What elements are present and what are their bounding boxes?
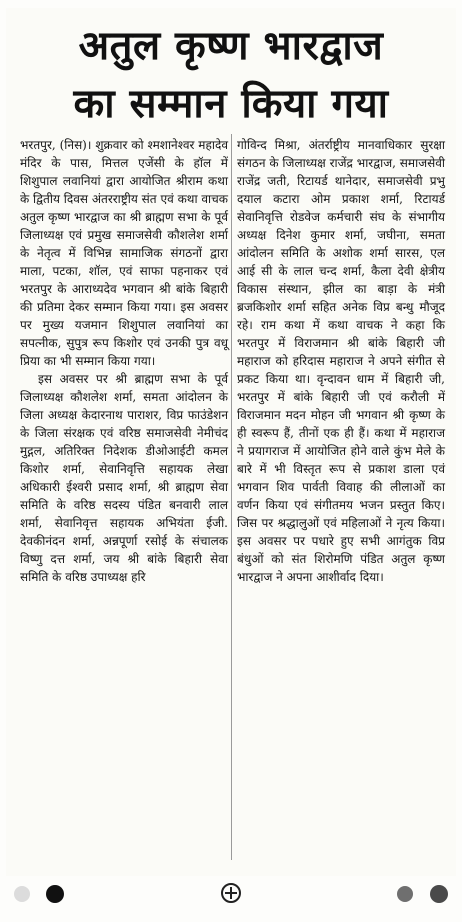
right-paragraph-1: गोविन्द मिश्रा, अंतर्राष्ट्रीय मानवाधिकार सुरक्षा संगठन के जिलाध्यक्ष राजेंद्र भारद्वाज, समाजसेवी राजेंद्र जती, रिटायर्ड थानेदार, समाजसेवी प्रभु दयाल कटारा ओम प्रकाश शर्मा, रिटायर्ड सेवानिवृत्ति रोडवेज कर्मचारी संघ के संभागीय अध्यक्ष दिनेश कुमार शर्मा, जघीना, समता आंदोलन समिति के अशोक शर्मा सारस, एल आई सी के लाल चन्द शर्मा, कैला देवी क्षेत्रीय विकास संस्थान, झील का बाड़ा के मंत्री ब्रजकिशोर शर्मा सहित अनेक विप्र बन्धु मौजूद रहे। राम कथा में कथा वाचक ने कहा कि भरतपुर में विराजमान श्री बांके बिहारी जी महाराज को हरिदास महाराज ने अपने संगीत से प्रकट किया था। वृन्दावन धाम में बिहारी जी, भरतपुर में बांके बिहारी जी एवं करौली में विराजमान मदन मोहन जी भगवान श्री कृष्ण के ही स्वरूप हैं, तीनों एक ही हैं। कथा में महाराज ने प्रयागराज में आयोजित होने वाले कुंभ मेले के बारे में भी विस्तृत रूप से प्रकाश डाला एवं भगवान शिव पार्वती विवाह की लीलाओं का वर्णन किया एवं संगीतमय भजन प्रस्तुत किए। जिस पर श्रद्धालुओं एवं महिलाओं ने नृत्य किया। इस अवसर पर पधारे हुए सभी आगंतुक विप्र बंधुओं को संत शिरोमणि पंडित अतुल कृष्ण भारद्वाज ने अपना आशीर्वाद दिया। bbox=[237, 138, 445, 584]
share-dot-icon[interactable] bbox=[397, 886, 413, 902]
left-paragraph-1: भरतपुर, (निस)। शुक्रवार को श्मशानेश्वर महादेव मंदिर के पास, मित्तल एजेंसी के हॉल में शिशुपाल लवानियां द्वारा आयोजित श्रीराम कथा के द्वितीय दिवस अंतरराष्ट्रीय संत एवं कथा वाचक अतुल कृष्ण भारद्वाज का श्री ब्राह्मण सभा के पूर्व जिलाध्यक्ष एवं प्रमुख समाजसेवी कौशलेश शर्मा के नेतृत्व में विभिन्न सामाजिक संगठनों द्वारा माला, पटका, शॉल, एवं साफा पहनाकर एवं भरतपुर के आराध्यदेव भगवान श्री बांके बिहारी की प्रतिमा देकर सम्मान किया गया। इस अवसर पर मुख्य यजमान शिशुपाल लवानियां का सपत्नीक, सुपुत्र रूप किशोर एवं उनकी पुत्र वधू प्रिया का भी सम्मान किया गया। bbox=[20, 138, 228, 368]
column-divider bbox=[231, 134, 232, 860]
menu-dot-icon[interactable] bbox=[430, 885, 448, 903]
headline-line-2: का सम्मान किया गया bbox=[73, 81, 389, 127]
left-column bbox=[20, 136, 228, 586]
headline-line-1: अतुल कृष्ण भारद्वाज bbox=[78, 23, 384, 69]
page-dot-icon[interactable] bbox=[14, 886, 30, 902]
zoom-icon[interactable] bbox=[221, 883, 241, 903]
left-paragraph-2: इस अवसर पर श्री ब्राह्मण सभा के पूर्व जिलाध्यक्ष कौशलेश शर्मा, समता आंदोलन के जिला अध्यक्ष केदारनाथ पाराशर, विप्र फाउंडेशन के जिला संरक्षक एवं वरिष्ठ समाजसेवी नेमीचंद मुद्गल, अतिरिक्त निदेशक डीओआईटी कमल किशोर शर्मा, सेवानिवृत्ति सहायक लेखा अधिकारी ईश्वरी प्रसाद शर्मा, श्री ब्राह्मण सेवा समिति के वरिष्ठ सदस्य पंडित बनवारी लाल शर्मा, सेवानिवृत्त सहायक अभियंता ईजी. देवकीनंदन शर्मा, अन्नपूर्णा रसोई के संचालक विष्णु दत्त शर्मा, जय श्री बांके बिहारी सेवा समिति के वरिष्ठ उपाध्यक्ष हरि bbox=[20, 372, 228, 584]
current-page-dot-icon[interactable] bbox=[46, 885, 64, 903]
right-column bbox=[237, 136, 445, 586]
newspaper-clipping bbox=[6, 8, 456, 876]
